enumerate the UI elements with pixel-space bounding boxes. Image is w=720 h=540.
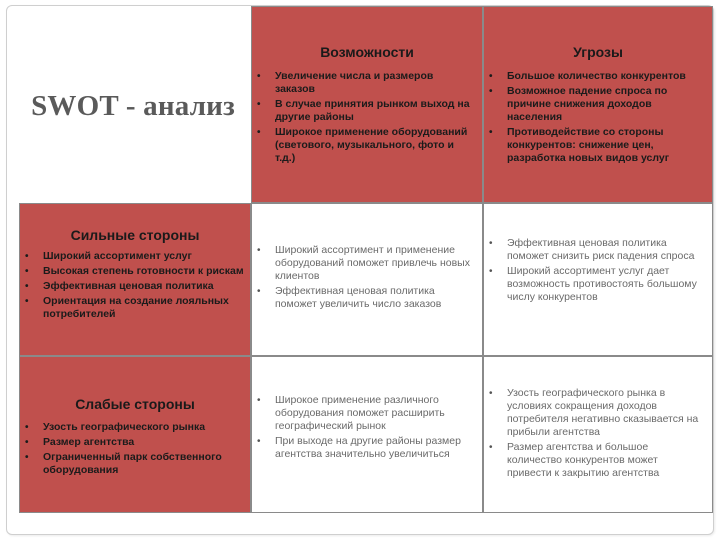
list-item: • Эффективная ценовая политика поможет снизить риск падения спроса [484, 237, 702, 263]
wo-cell [251, 356, 483, 513]
weaknesses-header: Слабые стороны [75, 396, 195, 412]
list-item: • Ограниченный парк собственного оборудования [20, 451, 244, 477]
weaknesses-list [20, 421, 250, 477]
wt-cell [483, 356, 713, 513]
list-item: • Возможное падение спроса по причине снижения доходов населения [484, 85, 706, 124]
list-item: • Увеличение числа и размеров заказов [252, 70, 476, 96]
list-item: • Широкий ассортимент услуг дает возможность противостоять большому числу конкурентов [484, 265, 702, 304]
threats-list [484, 70, 712, 165]
list-item: • Широкий ассортимент услуг [20, 250, 244, 263]
so-cell [251, 203, 483, 356]
st-cell [483, 203, 713, 356]
opportunities-cell [251, 6, 483, 203]
list-item: • Большое количество конкурентов [484, 70, 706, 83]
list-item: • Противодействие со стороны конкурентов: снижение цен, разработка новых видов услуг [484, 126, 706, 165]
st-list [484, 237, 712, 304]
list-item: • Широкий ассортимент и применение оборудований поможет привлечь новых клиентов [252, 244, 472, 283]
list-item: • Широкое применение различного оборудования поможет расширить географический рынок [252, 394, 472, 433]
strengths-header: Сильные стороны [70, 227, 200, 243]
threats-header: Угрозы [573, 44, 623, 60]
list-item: • Узость географического рынка в условиях сокращения доходов потребителя негативно сказывается на прибыли агентства [484, 387, 702, 439]
wt-list [484, 387, 712, 480]
list-item: • Широкое применение оборудований (светового, музыкального, фото и т.д.) [252, 126, 476, 165]
strengths-list [20, 250, 250, 321]
wo-list [252, 394, 482, 461]
list-item: • Узость географического рынка [20, 421, 244, 434]
list-item: • Высокая степень готовности к рискам [20, 265, 244, 278]
threats-cell [483, 6, 713, 203]
so-list [252, 244, 482, 311]
slide-title: SWOT - анализ [31, 90, 235, 122]
opportunities-header: Возможности [320, 44, 414, 60]
list-item: • Размер агентства [20, 436, 244, 449]
list-item: • В случае принятия рынком выход на другие районы [252, 98, 476, 124]
list-item: • Эффективная ценовая политика поможет увеличить число заказов [252, 285, 472, 311]
list-item: • При выходе на другие районы размер агентства значительно увеличиться [252, 435, 472, 461]
list-item: • Ориентация на создание лояльных потребителей [20, 295, 244, 321]
strengths-cell [19, 203, 251, 356]
weaknesses-cell [19, 356, 251, 513]
list-item: • Размер агентства и большое количество конкурентов может привести к закрытию агентства [484, 441, 702, 480]
opportunities-list [252, 70, 482, 165]
list-item: • Эффективная ценовая политика [20, 280, 244, 293]
